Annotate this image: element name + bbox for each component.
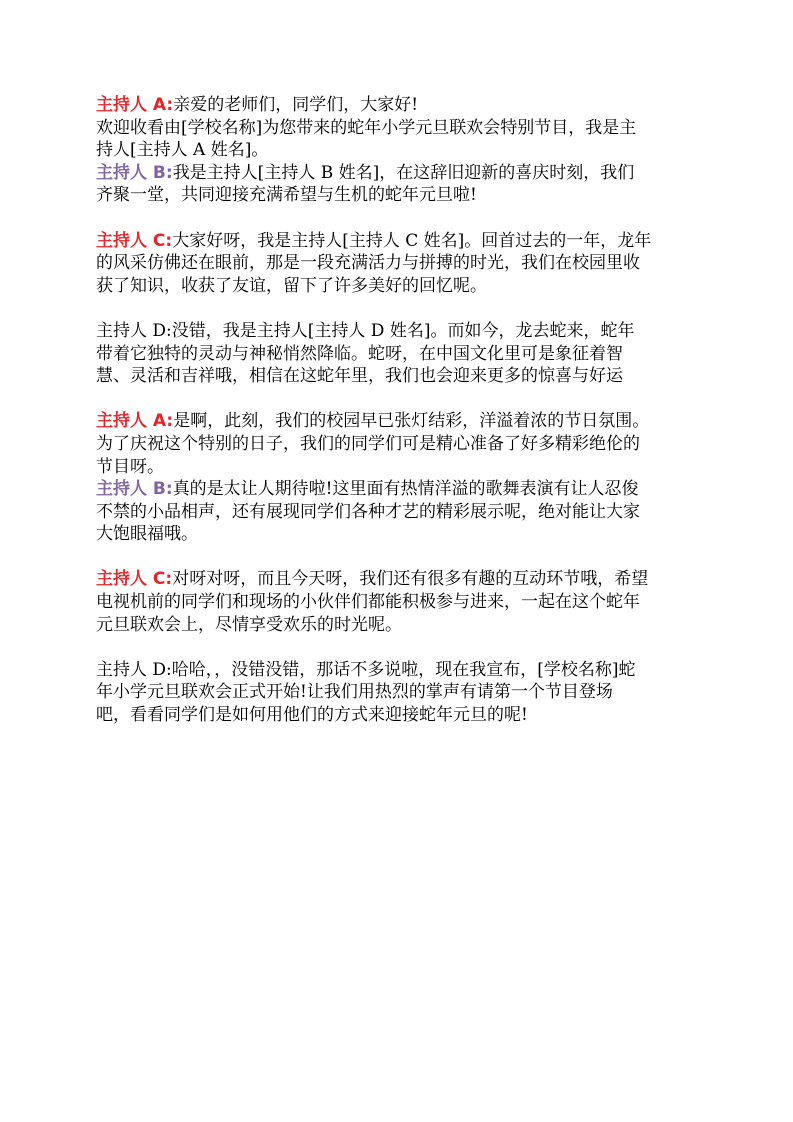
speaker-label-host-a: 主持人 A: <box>96 411 174 432</box>
paragraph-host-a-greeting <box>96 94 706 162</box>
speaker-label-host-a: 主持人 A: <box>96 95 174 115</box>
dialogue-text: 哈哈，，没错没错，那话不多说啦，现在我宣布，[学校名称]蛇 <box>171 659 636 680</box>
dialogue-text: 大家好呀，我是主持人[主持人 C 姓名]。回首过去的一年，龙年 <box>172 230 652 251</box>
text-line: 获了知识，收获了友谊，留下了许多美好的回忆呢。 <box>96 275 487 296</box>
text-line: 带着它独特的灵动与神秘悄然降临。蛇呀，在中国文化里可是象征着智 <box>96 343 623 364</box>
dialogue-text: 亲爱的老师们，同学们，大家好! <box>173 95 419 115</box>
text-line <box>96 410 706 433</box>
text-line: 不禁的小品相声，还有展现同学们各种才艺的精彩展示呢，绝对能让大家 <box>96 501 640 522</box>
paragraph-host-c-review <box>96 230 706 298</box>
dialogue-text: 真的是太让人期待啦!这里面有热情洋溢的歌舞表演有让人忍俊 <box>172 479 639 500</box>
paragraph-spacer <box>96 388 706 411</box>
paragraph-host-d-opening <box>96 659 706 727</box>
speaker-label-host-b: 主持人 B: <box>96 479 173 500</box>
document-page <box>96 94 706 727</box>
text-line <box>96 320 706 343</box>
text-line: 齐聚一堂，共同迎接充满希望与生机的蛇年元旦啦! <box>96 185 477 206</box>
dialogue-text: 我是主持人[主持人 B 姓名]，在这辞旧迎新的喜庆时刻，我们 <box>172 162 635 183</box>
speaker-label-host-d: 主持人 D: <box>96 320 172 341</box>
paragraph-host-b-programs <box>96 478 706 546</box>
text-line: 持人[主持人 A 姓名]。 <box>96 140 269 161</box>
text-line <box>96 478 706 501</box>
paragraph-host-b-greeting <box>96 162 706 207</box>
text-line: 的风采仿佛还在眼前，那是一段充满活力与拼搏的时光，我们在校园里收 <box>96 253 640 274</box>
text-line: 元旦联欢会上，尽情享受欢乐的时光呢。 <box>96 614 402 635</box>
paragraph-host-d-snake-year <box>96 320 706 388</box>
text-line: 节目呀。 <box>96 456 164 477</box>
paragraph-spacer <box>96 636 706 659</box>
speaker-label-host-d: 主持人 D: <box>96 659 172 680</box>
text-line <box>96 94 706 117</box>
paragraph-host-a-celebration <box>96 410 706 478</box>
dialogue-text: 没错，我是主持人[主持人 D 姓名]。而如今，龙去蛇来，蛇年 <box>171 320 635 341</box>
text-line <box>96 230 706 253</box>
paragraph-spacer <box>96 297 706 320</box>
text-line: 年小学元旦联欢会正式开始!让我们用热烈的掌声有请第一个节目登场 <box>96 682 613 703</box>
text-line: 慧、灵活和吉祥哦，相信在这蛇年里，我们也会迎来更多的惊喜与好运 <box>96 366 623 387</box>
paragraph-spacer <box>96 207 706 230</box>
paragraph-spacer <box>96 546 706 569</box>
text-line <box>96 162 706 185</box>
text-line <box>96 659 706 682</box>
text-line: 大饱眼福哦。 <box>96 524 198 545</box>
speaker-label-host-c: 主持人 C: <box>96 230 173 251</box>
text-line: 欢迎收看由[学校名称]为您带来的蛇年小学元旦联欢会特别节目，我是主 <box>96 117 637 138</box>
text-line: 为了庆祝这个特别的日子，我们的同学们可是精心准备了好多精彩绝伦的 <box>96 433 640 454</box>
text-line <box>96 568 706 591</box>
speaker-label-host-b: 主持人 B: <box>96 162 173 183</box>
paragraph-host-c-interaction <box>96 568 706 636</box>
dialogue-text: 对呀对呀，而且今天呀，我们还有很多有趣的互动环节哦，希望 <box>172 569 649 590</box>
speaker-label-host-c: 主持人 C: <box>96 569 173 590</box>
text-line: 电视机前的同学们和现场的小伙伴们都能积极参与进来，一起在这个蛇年 <box>96 592 640 613</box>
dialogue-text: 是啊，此刻，我们的校园早已张灯结彩，洋溢着浓的节日氛围。 <box>173 411 650 432</box>
text-line: 吧，看看同学们是如何用他们的方式来迎接蛇年元旦的呢! <box>96 705 528 726</box>
